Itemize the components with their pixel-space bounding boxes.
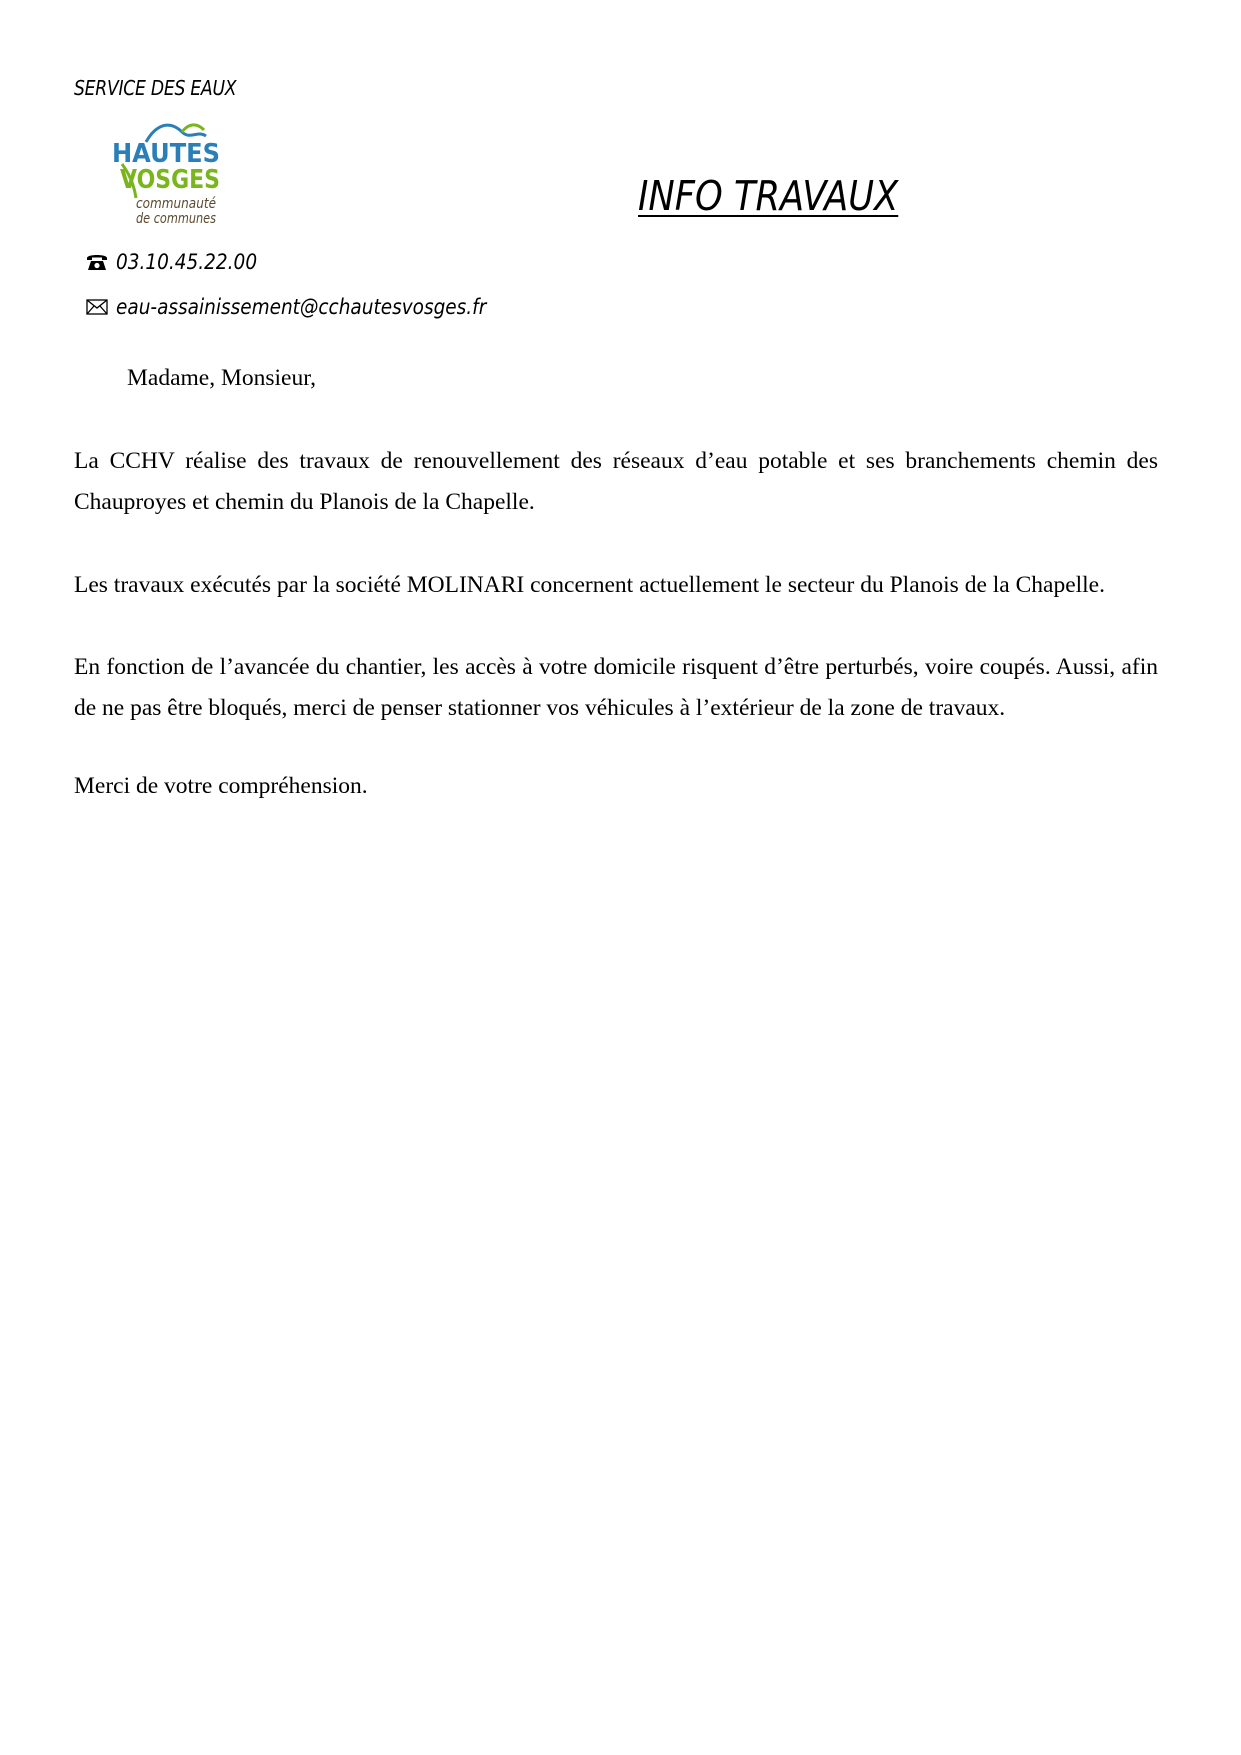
paragraph-access-warning: En fonction de l’avancée du chantier, les accès à votre domicile risquent d’être perturbés, voire coupés. Aussi, afin de ne pas être bloqués, merci de penser stationner vos véhicules à l’extérieur de la zone de travaux.: [74, 654, 1158, 721]
phone-number: 03.10.45.22.00: [116, 250, 258, 274]
svg-text:VOSGES: VOSGES: [120, 165, 220, 195]
hautes-vosges-logo: [98, 120, 223, 230]
email-row: [86, 295, 537, 319]
service-label: SERVICE DES EAUX: [74, 76, 237, 100]
phone-row: [86, 250, 276, 274]
envelope-icon: [86, 297, 108, 317]
closing: Merci de votre compréhension.: [74, 773, 368, 799]
svg-text:HAUTES: HAUTES: [112, 139, 220, 169]
email-address[interactable]: eau-assainissement@cchautesvosges.fr: [116, 295, 487, 319]
svg-text:de communes: de communes: [136, 211, 216, 227]
greeting: Madame, Monsieur,: [127, 365, 316, 391]
svg-text:communauté: communauté: [136, 196, 217, 212]
page-title: INFO TRAVAUX: [638, 172, 899, 220]
paragraph-contractor: Les travaux exécutés par la société MOLINARI concernent actuellement le secteur du Planois de la Chapelle.: [74, 572, 1105, 598]
paragraph-works-description: La CCHV réalise des travaux de renouvellement des réseaux d’eau potable et ses branchements chemin des Chauproyes et chemin du Planois de la Chapelle.: [74, 448, 1158, 515]
telephone-icon: [86, 252, 108, 272]
